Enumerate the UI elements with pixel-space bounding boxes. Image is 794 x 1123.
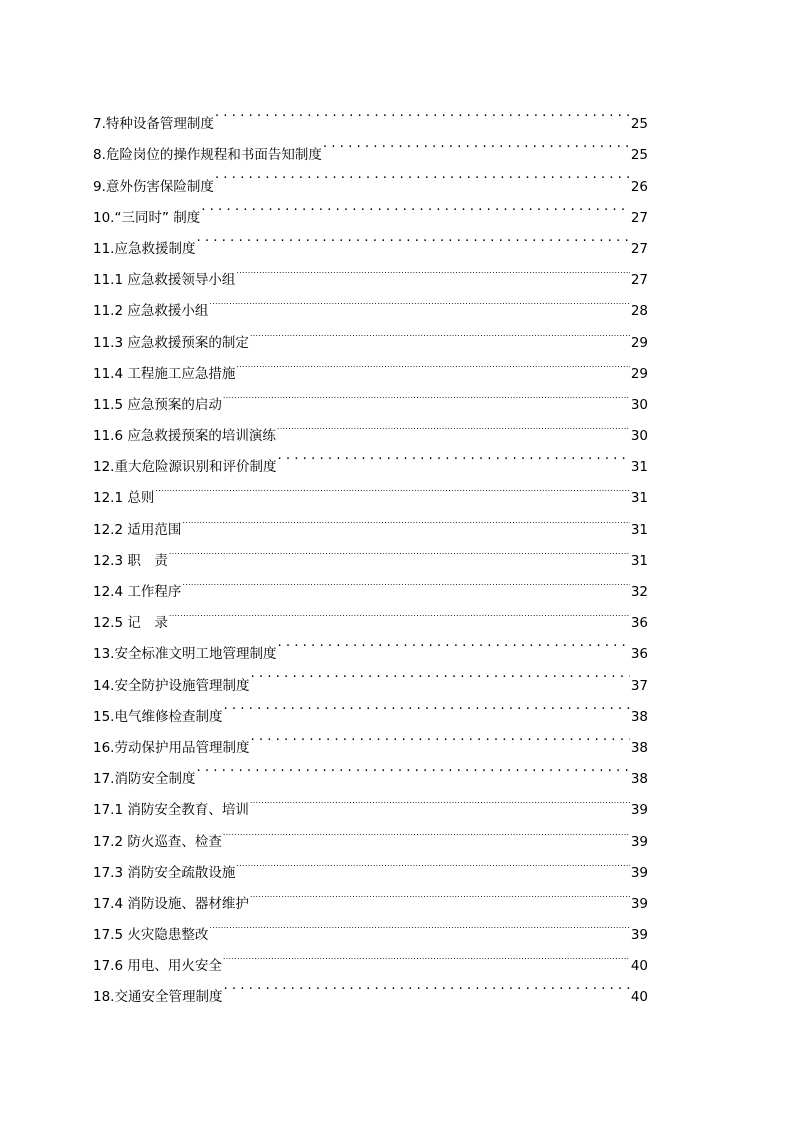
toc-entry-title: 16.劳动保护用品管理制度 bbox=[93, 739, 250, 756]
toc-entry-title: 10.“三同时” 制度 bbox=[93, 209, 201, 226]
toc-entry-title: 17.5 火灾隐患整改 bbox=[93, 927, 209, 944]
toc-entry-title: 12.重大危险源识别和评价制度 bbox=[93, 459, 277, 476]
toc-entry-page: 37 bbox=[630, 677, 648, 694]
dot-leader bbox=[223, 690, 629, 721]
toc-entry-page: 31 bbox=[630, 552, 648, 569]
toc-entry-title: 17.6 用电、用火安全 bbox=[93, 958, 222, 975]
dot-leader bbox=[323, 128, 630, 159]
toc-entry[interactable] bbox=[93, 627, 648, 663]
dot-leader bbox=[236, 253, 629, 284]
dot-leader bbox=[209, 908, 629, 939]
dot-leader bbox=[250, 315, 630, 346]
toc-entry-title: 17.消防安全制度 bbox=[93, 771, 196, 788]
toc-subentry[interactable] bbox=[93, 471, 648, 507]
toc-subentry[interactable] bbox=[93, 596, 648, 632]
toc-entry-page: 36 bbox=[630, 646, 648, 663]
dot-leader bbox=[196, 752, 629, 783]
toc-subentry[interactable] bbox=[93, 534, 648, 569]
toc-entry-title: 9.意外伤害保险制度 bbox=[93, 178, 214, 195]
toc-entry-page: 32 bbox=[630, 584, 648, 600]
toc-entry-page: 39 bbox=[630, 802, 648, 819]
toc-entry-title: 17.4 消防设施、器材维护 bbox=[93, 895, 249, 912]
dot-leader bbox=[250, 721, 629, 752]
toc-entry[interactable] bbox=[93, 97, 648, 133]
toc-entry-page: 36 bbox=[630, 615, 648, 632]
toc-entry-page: 40 bbox=[630, 989, 648, 1006]
dot-leader bbox=[250, 658, 629, 689]
dot-leader bbox=[209, 284, 629, 315]
table-of-contents bbox=[93, 97, 648, 1006]
dot-leader bbox=[169, 596, 630, 627]
toc-entry-page: 29 bbox=[630, 334, 648, 351]
toc-entry-title: 11.4 工程施工应急措施 bbox=[93, 365, 236, 382]
dot-leader bbox=[182, 502, 629, 533]
dot-leader bbox=[277, 627, 629, 658]
toc-entry-title: 11.5 应急预案的启动 bbox=[93, 396, 222, 413]
toc-entry-page: 27 bbox=[630, 240, 648, 257]
toc-entry-page: 25 bbox=[630, 116, 648, 133]
toc-entry-title: 17.3 消防安全疏散设施 bbox=[93, 864, 236, 881]
toc-entry-title: 11.1 应急救援领导小组 bbox=[93, 272, 236, 289]
toc-entry-title: 13.安全标准文明工地管理制度 bbox=[93, 646, 277, 663]
toc-entry-page: 26 bbox=[630, 178, 648, 195]
dot-leader bbox=[250, 877, 630, 908]
toc-entry-title: 11.3 应急救援预案的制定 bbox=[93, 334, 249, 351]
toc-entry-title: 17.1 消防安全教育、培训 bbox=[93, 802, 249, 819]
toc-entry-title: 11.2 应急救援小组 bbox=[93, 303, 209, 320]
toc-entry-title: 12.3 职 责 bbox=[93, 552, 168, 569]
dot-leader bbox=[182, 565, 629, 596]
toc-entry-title: 12.1 总则 bbox=[93, 490, 155, 507]
dot-leader bbox=[236, 846, 629, 877]
toc-entry-page: 27 bbox=[630, 272, 648, 289]
toc-entry-page: 39 bbox=[630, 864, 648, 881]
toc-entry-page: 31 bbox=[630, 490, 648, 507]
toc-entry-page: 39 bbox=[630, 833, 648, 850]
toc-subentry[interactable] bbox=[93, 565, 648, 600]
toc-entry-page: 30 bbox=[630, 396, 648, 413]
dot-leader bbox=[201, 191, 630, 222]
toc-entry-page: 27 bbox=[630, 209, 648, 226]
dot-leader bbox=[155, 471, 629, 502]
dot-leader bbox=[223, 378, 630, 409]
toc-entry-title: 12.2 适用范围 bbox=[93, 521, 182, 538]
toc-entry-title: 17.2 防火巡查、检查 bbox=[93, 833, 222, 850]
toc-entry-title: 14.安全防护设施管理制度 bbox=[93, 677, 250, 694]
toc-subentry[interactable] bbox=[93, 502, 648, 538]
toc-entry-page: 31 bbox=[630, 521, 648, 538]
dot-leader bbox=[277, 409, 630, 440]
toc-entry-page: 38 bbox=[630, 708, 648, 725]
toc-entry-title: 11.应急救援制度 bbox=[93, 240, 196, 257]
dot-leader bbox=[250, 783, 630, 814]
toc-entry-page: 38 bbox=[630, 739, 648, 756]
dot-leader bbox=[223, 939, 630, 970]
toc-entry-page: 28 bbox=[630, 303, 648, 320]
dot-leader bbox=[223, 814, 630, 845]
dot-leader bbox=[169, 534, 630, 565]
toc-entry-title: 7.特种设备管理制度 bbox=[93, 116, 214, 133]
toc-entry-title: 8.危险岗位的操作规程和书面告知制度 bbox=[93, 147, 322, 164]
toc-entry-title: 18.交通安全管理制度 bbox=[93, 989, 223, 1006]
toc-entry-page: 30 bbox=[630, 428, 648, 445]
toc-entry-page: 39 bbox=[630, 927, 648, 944]
toc-entry-title: 11.6 应急救援预案的培训演练 bbox=[93, 428, 276, 445]
dot-leader bbox=[223, 970, 629, 1001]
dot-leader bbox=[236, 347, 629, 378]
toc-entry-title: 12.4 工作程序 bbox=[93, 584, 182, 600]
toc-entry-page: 38 bbox=[630, 771, 648, 788]
toc-entry-page: 25 bbox=[630, 147, 648, 164]
dot-leader bbox=[215, 159, 630, 190]
toc-entry-page: 29 bbox=[630, 365, 648, 382]
dot-leader bbox=[196, 222, 629, 253]
dot-leader bbox=[277, 440, 629, 471]
toc-entry-page: 31 bbox=[630, 459, 648, 476]
toc-entry-title: 12.5 记 录 bbox=[93, 615, 168, 632]
toc-entry-page: 40 bbox=[630, 958, 648, 975]
toc-entry-page: 39 bbox=[630, 895, 648, 912]
dot-leader bbox=[215, 97, 630, 128]
toc-entry-title: 15.电气维修检查制度 bbox=[93, 708, 223, 725]
